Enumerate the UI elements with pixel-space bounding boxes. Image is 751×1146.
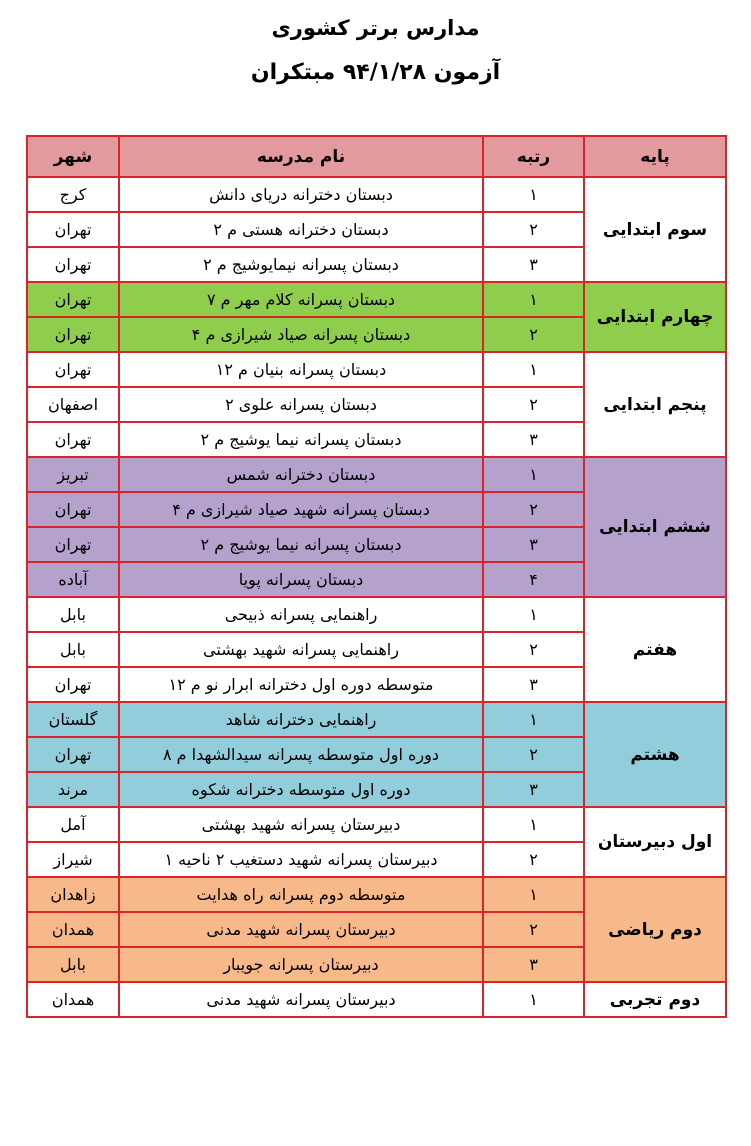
- city-cell: زاهدان: [27, 877, 119, 912]
- city-cell: بابل: [27, 947, 119, 982]
- table-row: [27, 982, 726, 1017]
- city-cell: تهران: [27, 527, 119, 562]
- rank-cell: ۳: [483, 422, 584, 457]
- city-cell: شیراز: [27, 842, 119, 877]
- school-name-cell: متوسطه دوم پسرانه راه هدایت: [119, 877, 483, 912]
- rank-cell: ۱: [483, 177, 584, 212]
- city-cell: همدان: [27, 982, 119, 1017]
- rank-cell: ۲: [483, 737, 584, 772]
- rank-cell: ۲: [483, 212, 584, 247]
- table-row: [27, 282, 726, 317]
- rank-cell: ۲: [483, 912, 584, 947]
- school-name-cell: دبستان پسرانه نیمایوشیج م ۲: [119, 247, 483, 282]
- school-name-cell: متوسطه دوره اول دخترانه ابرار نو م ۱۲: [119, 667, 483, 702]
- school-name-cell: دبستان پسرانه علوی ۲: [119, 387, 483, 422]
- city-cell: تهران: [27, 352, 119, 387]
- page-title: مدارس برتر کشوری: [271, 16, 480, 40]
- city-cell: تهران: [27, 247, 119, 282]
- school-name-cell: راهنمایی پسرانه ذبیحی: [119, 597, 483, 632]
- grade-cell: دوم ریاضی: [584, 877, 726, 982]
- column-header-school: نام مدرسه: [119, 136, 483, 177]
- city-cell: آمل: [27, 807, 119, 842]
- rank-cell: ۱: [483, 352, 584, 387]
- rank-cell: ۳: [483, 247, 584, 282]
- column-header-city: شهر: [27, 136, 119, 177]
- rank-cell: ۲: [483, 632, 584, 667]
- city-cell: تهران: [27, 492, 119, 527]
- rank-cell: ۳: [483, 772, 584, 807]
- school-name-cell: دبستان دخترانه دریای دانش: [119, 177, 483, 212]
- table-row: [27, 807, 726, 842]
- table-row: [27, 597, 726, 632]
- table-row: [27, 352, 726, 387]
- rank-cell: ۱: [483, 702, 584, 737]
- school-name-cell: راهنمایی پسرانه شهید بهشتی: [119, 632, 483, 667]
- rank-cell: ۲: [483, 492, 584, 527]
- city-cell: تهران: [27, 737, 119, 772]
- rank-cell: ۳: [483, 947, 584, 982]
- city-cell: تهران: [27, 212, 119, 247]
- school-name-cell: دبستان پسرانه نیما یوشیج م ۲: [119, 422, 483, 457]
- school-name-cell: دوره اول متوسطه دخترانه شکوه: [119, 772, 483, 807]
- school-name-cell: دبستان پسرانه نیما یوشیج م ۲: [119, 527, 483, 562]
- school-name-cell: دبستان پسرانه شهید صیاد شیرازی م ۴: [119, 492, 483, 527]
- table-row: [27, 877, 726, 912]
- city-cell: گلستان: [27, 702, 119, 737]
- column-header-rank: رتبه: [483, 136, 584, 177]
- rank-cell: ۱: [483, 597, 584, 632]
- rank-cell: ۲: [483, 387, 584, 422]
- school-name-cell: دوره اول متوسطه پسرانه سیدالشهدا م ۸: [119, 737, 483, 772]
- rank-cell: ۱: [483, 457, 584, 492]
- rank-cell: ۱: [483, 807, 584, 842]
- rank-cell: ۳: [483, 667, 584, 702]
- school-name-cell: دبیرستان پسرانه شهید دستغیب ۲ ناحیه ۱: [119, 842, 483, 877]
- school-name-cell: دبیرستان پسرانه شهید مدنی: [119, 982, 483, 1017]
- table-row: [27, 702, 726, 737]
- school-name-cell: دبستان پسرانه پویا: [119, 562, 483, 597]
- table-header-row: [27, 136, 726, 177]
- table-body: [27, 177, 726, 1017]
- school-name-cell: دبستان دخترانه هستی م ۲: [119, 212, 483, 247]
- school-name-cell: دبیرستان پسرانه شهید مدنی: [119, 912, 483, 947]
- school-name-cell: دبستان دخترانه شمس: [119, 457, 483, 492]
- grade-cell: پنجم ابتدایی: [584, 352, 726, 457]
- city-cell: بابل: [27, 632, 119, 667]
- city-cell: اصفهان: [27, 387, 119, 422]
- school-name-cell: دبستان پسرانه بنیان م ۱۲: [119, 352, 483, 387]
- rank-cell: ۱: [483, 877, 584, 912]
- grade-cell: هشتم: [584, 702, 726, 807]
- school-name-cell: دبیرستان پسرانه شهید بهشتی: [119, 807, 483, 842]
- city-cell: تبریز: [27, 457, 119, 492]
- rank-cell: ۳: [483, 527, 584, 562]
- grade-cell: هفتم: [584, 597, 726, 702]
- column-header-grade: پایه: [584, 136, 726, 177]
- grade-cell: چهارم ابتدایی: [584, 282, 726, 352]
- rank-cell: ۲: [483, 842, 584, 877]
- table-row: [27, 457, 726, 492]
- city-cell: تهران: [27, 667, 119, 702]
- city-cell: آباده: [27, 562, 119, 597]
- city-cell: تهران: [27, 282, 119, 317]
- results-table: [26, 135, 727, 1018]
- rank-cell: ۱: [483, 982, 584, 1017]
- city-cell: کرج: [27, 177, 119, 212]
- school-name-cell: راهنمایی دخترانه شاهد: [119, 702, 483, 737]
- rank-cell: ۱: [483, 282, 584, 317]
- city-cell: تهران: [27, 422, 119, 457]
- city-cell: همدان: [27, 912, 119, 947]
- grade-cell: سوم ابتدایی: [584, 177, 726, 282]
- grade-cell: دوم تجربی: [584, 982, 726, 1017]
- school-name-cell: دبستان پسرانه صیاد شیرازی م ۴: [119, 317, 483, 352]
- grade-cell: ششم ابتدایی: [584, 457, 726, 597]
- table-row: [27, 177, 726, 212]
- grade-cell: اول دبیرستان: [584, 807, 726, 877]
- school-name-cell: دبستان پسرانه کلام مهر م ۷: [119, 282, 483, 317]
- rank-cell: ۲: [483, 317, 584, 352]
- school-name-cell: دبیرستان پسرانه جویبار: [119, 947, 483, 982]
- city-cell: مرند: [27, 772, 119, 807]
- rank-cell: ۴: [483, 562, 584, 597]
- city-cell: تهران: [27, 317, 119, 352]
- page-subtitle: آزمون ۹۴/۱/۲۸ مبتکران: [250, 60, 501, 85]
- city-cell: بابل: [27, 597, 119, 632]
